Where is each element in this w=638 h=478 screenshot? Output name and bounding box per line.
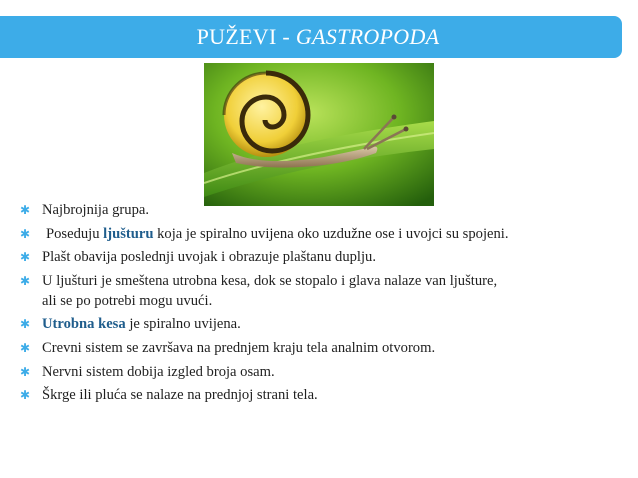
asterisk-icon: ✱ (20, 388, 31, 403)
list-item: ✱ Škrge ili pluća se nalaze na prednjoj strani tela. (20, 387, 318, 404)
list-item: ✱ Utrobna kesa je spiralno uvijena. (20, 316, 241, 333)
snail-photo (204, 63, 434, 206)
title-bar (0, 16, 622, 58)
title-italic: GASTROPODA (295, 24, 440, 49)
asterisk-icon: ✱ (20, 250, 31, 265)
list-item: ✱ Poseduju ljušturu koja je spiralno uvijena oko uzdužne ose i uvojci su spojeni. (20, 225, 509, 242)
list-item: ✱ Plašt obavija poslednji uvojak i obrazuje plaštanu duplju. (20, 249, 376, 266)
list-item: ✱ Nervni sistem dobija izgled broja osam. (20, 363, 275, 380)
asterisk-icon: ✱ (20, 203, 31, 217)
asterisk-icon: ✱ (20, 226, 31, 241)
slide-title (0, 16, 622, 58)
asterisk-icon: ✱ (20, 364, 31, 379)
list-item: ✱ Crevni sistem se završava na prednjem kraju tela analnim otvorom. (20, 339, 436, 356)
list-item: ✱ Najbrojnija grupa. (20, 202, 149, 218)
asterisk-icon: ✱ (20, 273, 31, 288)
asterisk-icon: ✱ (20, 317, 31, 332)
bullet-list (20, 200, 630, 409)
list-item: ✱ U ljušturi je smeštena utrobna kesa, dok se stopalo i glava nalaze van ljušture, ali se po potrebi mogu uvući. (20, 272, 498, 309)
asterisk-icon: ✱ (20, 340, 31, 355)
title-main: PUŽEVI - (196, 24, 296, 49)
